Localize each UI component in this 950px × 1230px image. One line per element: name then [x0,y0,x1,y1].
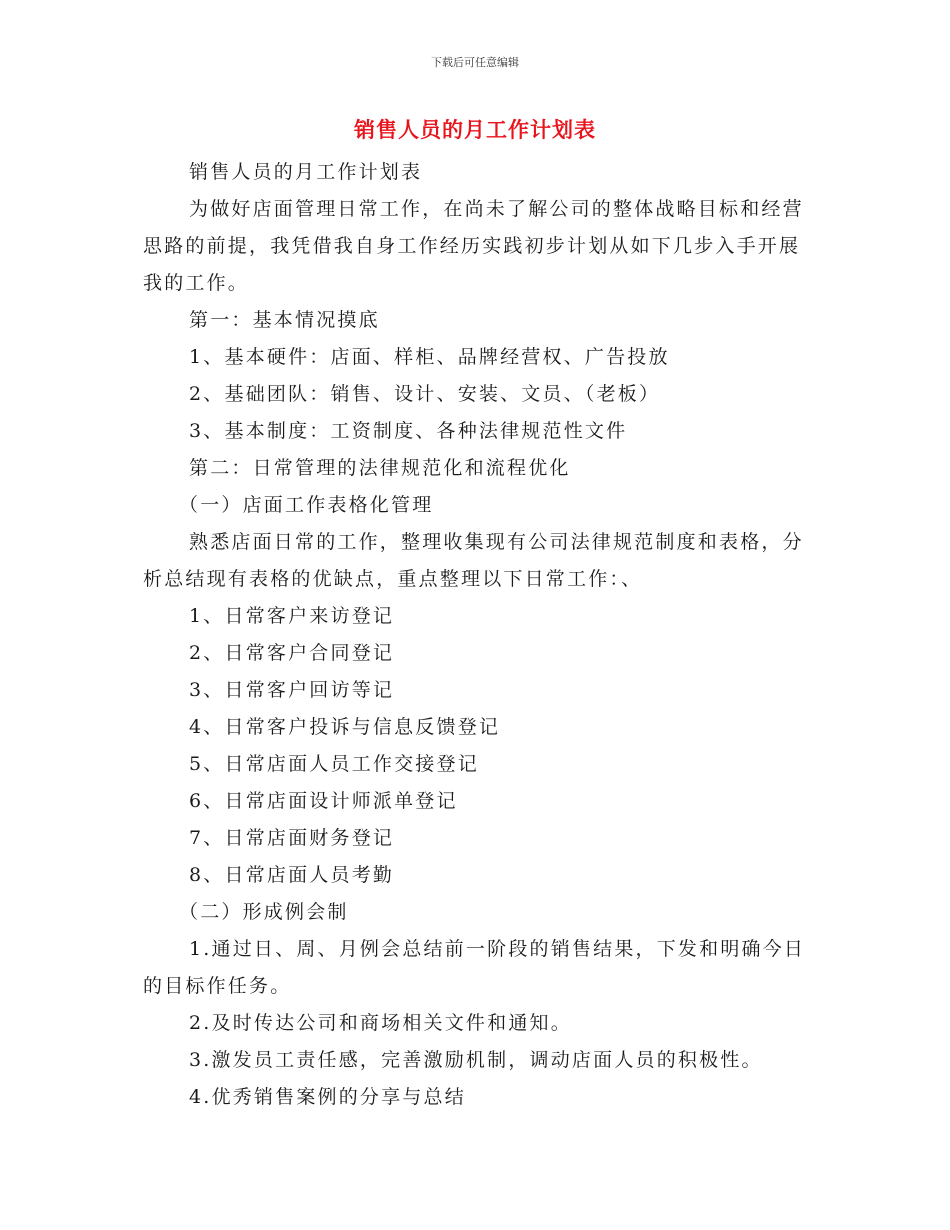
list-item: 1.通过日、周、月例会总结前一阶段的销售结果，下发和明确今日的目标作任务。 [143,938,806,997]
list-item: 2、日常客户合同登记 [189,642,395,664]
paragraph: 熟悉店面日常的工作，整理收集现有公司法律规范制度和表格，分析总结现有表格的优缺点，重点整理以下日常工作：、 [143,531,804,590]
list-item: 7、日常店面财务登记 [189,827,395,849]
list-item: 1、基本硬件：店面、样柜、品牌经营权、广告投放 [189,346,670,368]
document-body [143,154,811,1116]
list-item: 1、日常客户来访登记 [189,605,395,627]
subsection-heading: （二）形成例会制 [179,901,349,923]
list-item: 6、日常店面设计师派单登记 [189,790,458,812]
list-item: 3、日常客户回访等记 [189,679,395,701]
subsection-heading: （一）店面工作表格化管理 [179,494,434,516]
section-heading: 第一：基本情况摸底 [189,309,380,331]
paragraph: 销售人员的月工作计划表 [189,161,423,183]
section-heading: 第二：日常管理的法律规范化和流程优化 [189,457,571,479]
header-note: 下载后可任意编辑 [431,56,519,69]
list-item: 3、基本制度：工资制度、各种法律规范性文件 [189,420,628,442]
list-item: 4、日常客户投诉与信息反馈登记 [189,716,501,738]
document-title: 销售人员的月工作计划表 [354,118,596,142]
list-item: 5、日常店面人员工作交接登记 [189,753,479,775]
paragraph: 为做好店面管理日常工作，在尚未了解公司的整体战略目标和经营思路的前提，我凭借我自身工作经历实践初步计划从如下几步入手开展我的工作。 [143,198,804,294]
list-item: 8、日常店面人员考勤 [189,864,395,886]
list-item: 2.及时传达公司和商场相关文件和通知。 [189,1012,572,1034]
list-item: 2、基础团队：销售、设计、安装、文员、（老板） [189,383,661,405]
list-item: 4.优秀销售案例的分享与总结 [189,1086,466,1108]
list-item: 3.激发员工责任感，完善激励机制，调动店面人员的积极性。 [189,1049,763,1071]
